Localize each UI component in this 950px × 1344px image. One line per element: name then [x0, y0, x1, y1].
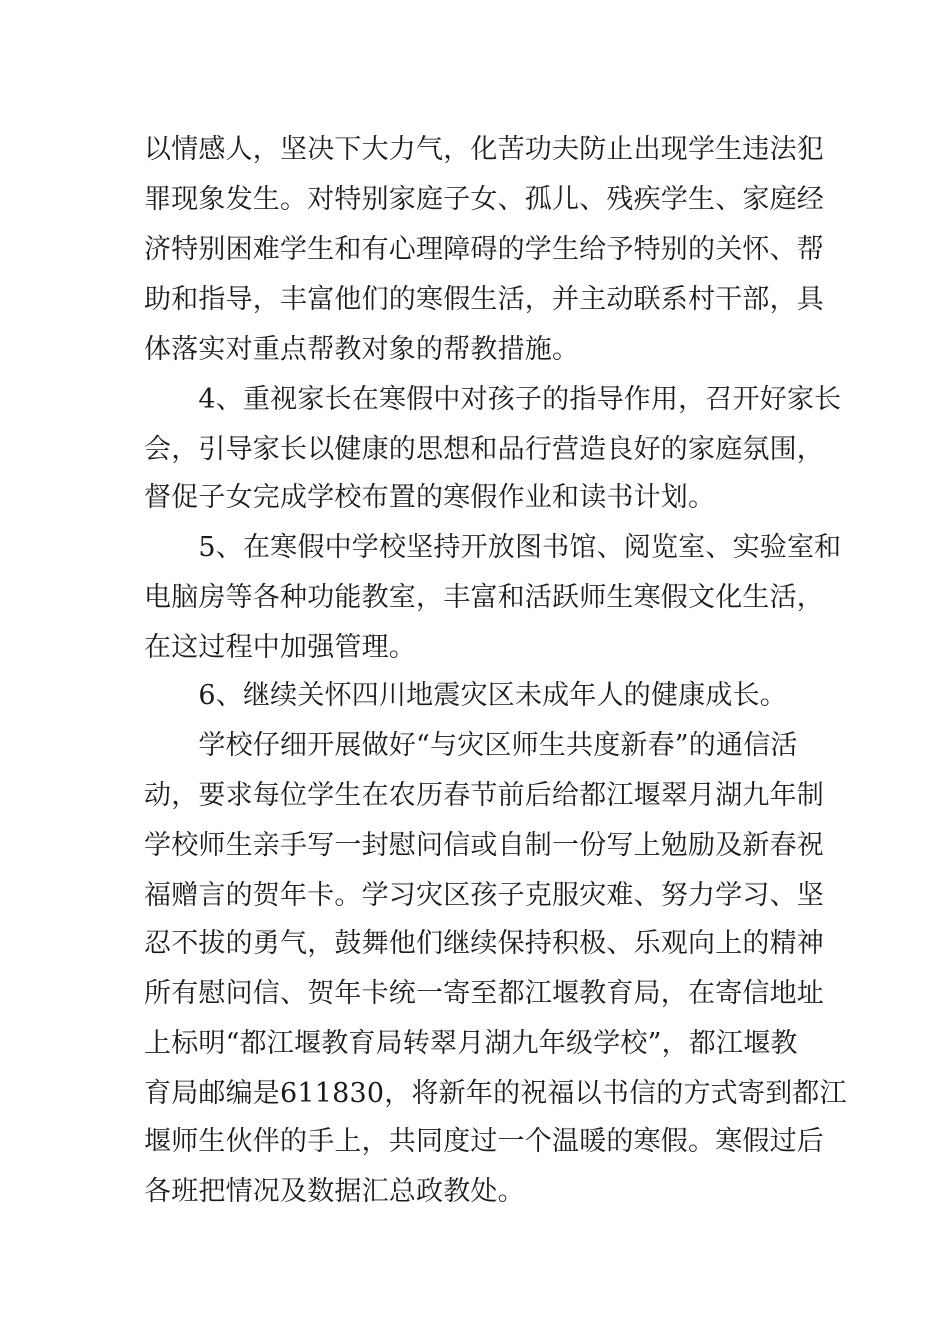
text-line: 所有慰问信、贺年卡统一寄至都江堰教育局，在寄信地址	[144, 978, 824, 1009]
text-line: 助和指导，丰富他们的寒假生活，并主动联系村干部，具	[144, 284, 824, 315]
text-line: 学校仔细开展做好“与灾区师生共度新春”的通信活	[144, 730, 798, 761]
text-line: 福赠言的贺年卡。学习灾区孩子克服灾难、努力学习、坚	[144, 880, 824, 911]
text-line: 学校师生亲手写一封慰问信或自制一份写上勉励及新春祝	[144, 830, 824, 861]
text-line: 5、在寒假中学校坚持开放图书馆、阅览室、实验室和	[144, 532, 842, 563]
text-line: 济特别困难学生和有心理障碍的学生给予特别的关怀、帮	[144, 234, 824, 265]
text-line: 罪现象发生。对特别家庭子女、孤儿、残疾学生、家庭经	[144, 184, 824, 215]
text-line: 6、继续关怀四川地震灾区未成年人的健康成长。	[144, 680, 787, 711]
text-line: 堰师生伙伴的手上，共同度过一个温暖的寒假。寒假过后	[144, 1126, 824, 1157]
text-line: 上标明“都江堰教育局转翠月湖九年级学校”，都江堰教	[144, 1028, 798, 1059]
text-line: 动，要求每位学生在农历春节前后给都江堰翠月湖九年制	[144, 780, 824, 811]
text-line: 4、重视家长在寒假中对孩子的指导作用，召开好家长	[144, 384, 842, 415]
text-line: 忍不拔的勇气，鼓舞他们继续保持积极、乐观向上的精神	[144, 928, 824, 959]
text-line: 在这过程中加强管理。	[144, 632, 416, 663]
text-line: 育局邮编是611830，将新年的祝福以书信的方式寄到都江	[144, 1078, 847, 1109]
text-line: 督促子女完成学校布置的寒假作业和读书计划。	[144, 482, 716, 513]
text-line: 体落实对重点帮教对象的帮教措施。	[144, 334, 580, 365]
text-line: 以情感人，坚决下大力气，化苦功夫防止出现学生违法犯	[144, 134, 824, 165]
text-line: 各班把情况及数据汇总政教处。	[144, 1176, 525, 1207]
text-line: 电脑房等各种功能教室，丰富和活跃师生寒假文化生活，	[144, 582, 824, 613]
text-line: 会，引导家长以健康的思想和品行营造良好的家庭氛围，	[144, 434, 824, 465]
